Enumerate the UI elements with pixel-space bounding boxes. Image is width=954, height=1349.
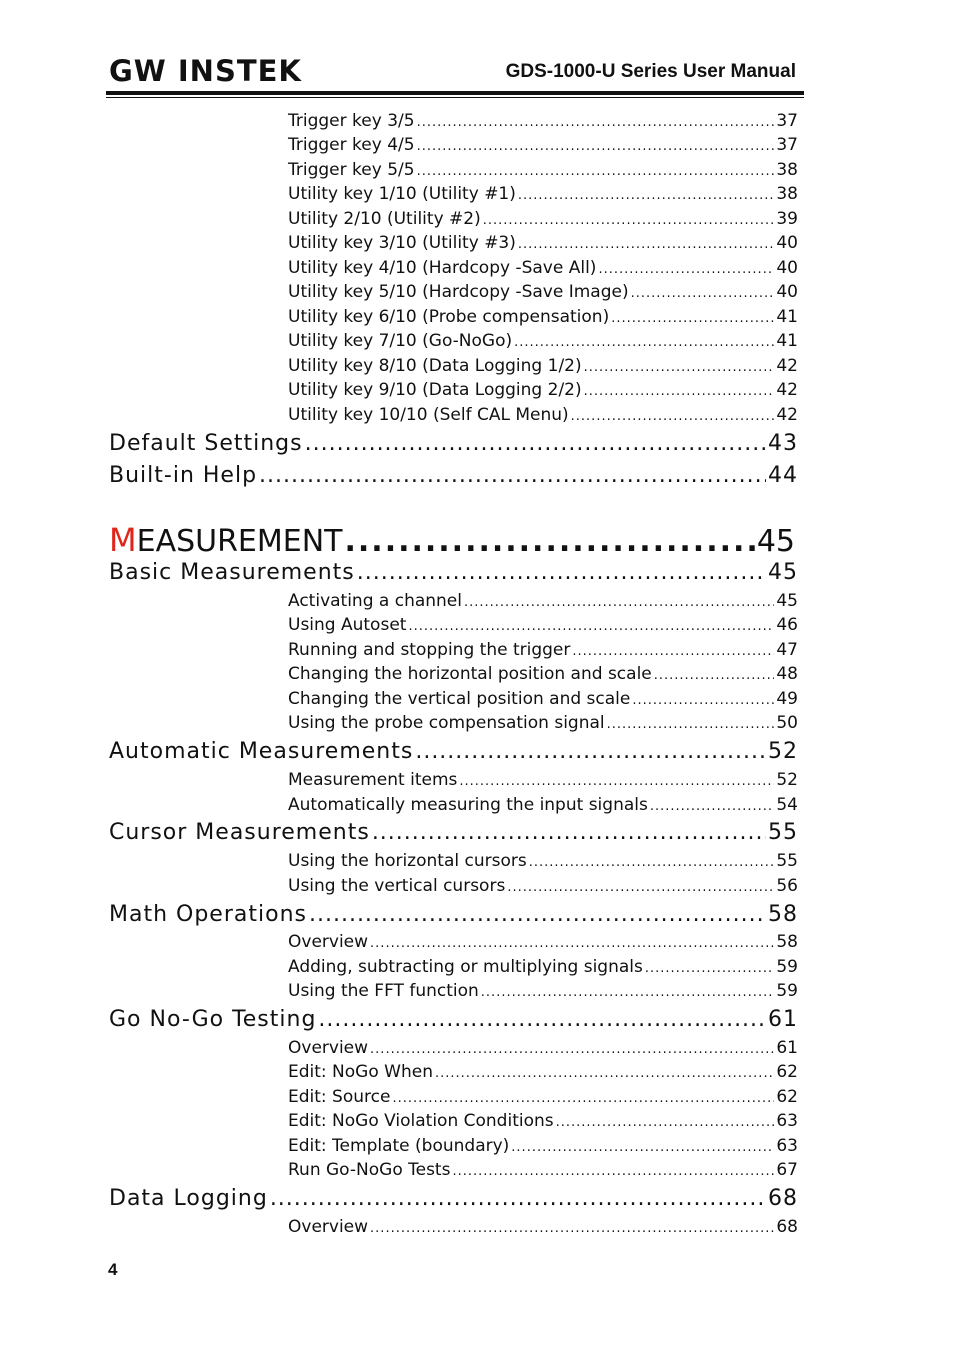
toc-page-number: 52 <box>776 770 798 790</box>
toc-leader-dots <box>417 139 775 154</box>
toc-label: Run Go-NoGo Tests <box>288 1160 451 1180</box>
chapter-title: EASUREMENT <box>136 524 343 559</box>
brand-logo: GW INSTEK <box>109 54 302 88</box>
toc-subentry[interactable] <box>288 770 798 794</box>
toc-subentry[interactable] <box>288 307 798 331</box>
toc-subentry[interactable] <box>288 1038 798 1062</box>
toc-leader-dots <box>417 115 775 130</box>
toc-label: Automatically measuring the input signals <box>288 795 648 815</box>
toc-page-number: 41 <box>776 331 798 351</box>
toc-label: Trigger key 5/5 <box>288 160 415 180</box>
toc-leader-dots <box>345 524 755 559</box>
toc-label: Changing the horizontal position and scale <box>288 664 652 684</box>
toc-leader-dots <box>483 213 775 228</box>
toc-subentry[interactable] <box>288 851 798 875</box>
toc-label: Utility 2/10 (Utility #2) <box>288 209 481 229</box>
toc-label <box>109 521 343 559</box>
toc-page-number: 45 <box>768 560 798 585</box>
toc-section[interactable] <box>109 1186 798 1216</box>
toc-page-number: 40 <box>776 282 798 302</box>
page-number: 4 <box>108 1260 118 1279</box>
toc-subentry[interactable] <box>288 615 798 639</box>
toc-leader-dots <box>584 360 775 375</box>
toc-subentry[interactable] <box>288 1062 798 1086</box>
toc-page-number: 42 <box>776 356 798 376</box>
toc-page-number: 47 <box>776 640 798 660</box>
toc-leader-dots <box>435 1066 774 1081</box>
toc-subentry[interactable] <box>288 209 798 233</box>
toc-leader-dots <box>370 1221 774 1236</box>
toc-page-number: 58 <box>776 932 798 952</box>
toc-subentry[interactable] <box>288 1217 798 1241</box>
header-rule <box>106 91 804 95</box>
toc-section[interactable] <box>109 1007 798 1037</box>
toc-subentry[interactable] <box>288 331 798 355</box>
toc-subentry[interactable] <box>288 640 798 664</box>
toc-leader-dots <box>572 644 774 659</box>
toc-page-number: 59 <box>776 957 798 977</box>
toc-leader-dots <box>309 902 766 927</box>
toc-page-number: 61 <box>768 1007 798 1032</box>
toc-section[interactable] <box>109 902 798 932</box>
toc-label: Edit: Source <box>288 1087 391 1107</box>
toc-leader-dots <box>611 311 774 326</box>
toc-subentry[interactable] <box>288 664 798 688</box>
toc-subentry[interactable] <box>288 1111 798 1135</box>
toc-leader-dots <box>645 961 775 976</box>
toc-leader-dots <box>452 1164 774 1179</box>
toc-leader-dots <box>556 1115 775 1130</box>
toc-label: Utility key 7/10 (Go-NoGo) <box>288 331 513 351</box>
toc-page-number: 37 <box>776 135 798 155</box>
toc-label: Utility key 9/10 (Data Logging 2/2) <box>288 380 582 400</box>
toc-page-number: 55 <box>768 820 798 845</box>
toc-leader-dots <box>357 560 766 585</box>
toc-leader-dots <box>571 409 775 424</box>
toc-subentry[interactable] <box>288 184 798 208</box>
toc-leader-dots <box>650 799 775 814</box>
toc-label: Adding, subtracting or multiplying signals <box>288 957 643 977</box>
toc-leader-dots <box>518 237 774 252</box>
toc-label: Using the vertical cursors <box>288 876 506 896</box>
toc-label: Cursor Measurements <box>109 820 370 845</box>
toc-label: Math Operations <box>109 902 307 927</box>
toc-label: Running and stopping the trigger <box>288 640 571 660</box>
toc-subentry[interactable] <box>288 1136 798 1160</box>
toc-page-number: 58 <box>768 902 798 927</box>
toc-page-number: 38 <box>776 160 798 180</box>
toc-subentry[interactable] <box>288 876 798 900</box>
toc-page-number: 40 <box>776 233 798 253</box>
toc-subentry[interactable] <box>288 282 798 306</box>
toc-label: Overview <box>288 1038 369 1058</box>
toc-subentry[interactable] <box>288 135 798 159</box>
toc-subentry[interactable] <box>288 356 798 380</box>
toc-leader-dots <box>631 286 775 301</box>
toc-subentry[interactable] <box>288 160 798 184</box>
toc-subentry[interactable] <box>288 233 798 257</box>
toc-label: Automatic Measurements <box>109 739 414 764</box>
toc-page-number: 46 <box>776 615 798 635</box>
toc-leader-dots <box>607 717 775 732</box>
toc-section[interactable] <box>109 431 798 461</box>
toc-page-number: 48 <box>776 664 798 684</box>
toc-label: Default Settings <box>109 431 303 456</box>
toc-subentry[interactable] <box>288 981 798 1005</box>
toc-page-number: 49 <box>776 689 798 709</box>
toc-page-number: 55 <box>776 851 798 871</box>
toc-leader-dots <box>654 668 775 683</box>
toc-label: Basic Measurements <box>109 560 355 585</box>
toc-label: Data Logging <box>109 1186 268 1211</box>
chapter-initial: M <box>109 521 137 559</box>
toc-leader-dots <box>507 880 774 895</box>
toc-label: Overview <box>288 1217 369 1237</box>
toc-label: Utility key 1/10 (Utility #1) <box>288 184 516 204</box>
toc-leader-dots <box>392 1091 774 1106</box>
toc-label: Measurement items <box>288 770 458 790</box>
toc-leader-dots <box>514 335 774 350</box>
toc-leader-dots <box>459 774 774 789</box>
toc-label: Edit: NoGo When <box>288 1062 433 1082</box>
toc-leader-dots <box>511 1140 774 1155</box>
toc-label: Activating a channel <box>288 591 462 611</box>
toc-section[interactable] <box>109 463 798 493</box>
toc-leader-dots <box>318 1007 766 1032</box>
toc-leader-dots <box>632 693 774 708</box>
toc-label: Utility key 5/10 (Hardcopy -Save Image) <box>288 282 629 302</box>
toc-section[interactable] <box>109 739 798 769</box>
toc-page-number: 59 <box>776 981 798 1001</box>
toc-subentry[interactable] <box>288 591 798 615</box>
toc-leader-dots <box>598 262 774 277</box>
toc-subentry[interactable] <box>288 111 798 135</box>
toc-page-number: 54 <box>776 795 798 815</box>
toc-label: Utility key 8/10 (Data Logging 1/2) <box>288 356 582 376</box>
toc-leader-dots <box>372 820 766 845</box>
toc-label: Edit: NoGo Violation Conditions <box>288 1111 554 1131</box>
toc-page-number: 38 <box>776 184 798 204</box>
toc-label: Edit: Template (boundary) <box>288 1136 510 1156</box>
toc-leader-dots <box>529 855 775 870</box>
toc-section[interactable] <box>109 560 798 590</box>
toc-page-number: 56 <box>776 876 798 896</box>
toc-subentry[interactable] <box>288 689 798 713</box>
document-title: GDS-1000-U Series User Manual <box>505 61 796 82</box>
toc-page-number: 43 <box>768 431 798 456</box>
toc-page-number: 42 <box>776 405 798 425</box>
toc-page-number: 62 <box>776 1087 798 1107</box>
toc-subentry[interactable] <box>288 957 798 981</box>
toc-leader-dots <box>370 936 774 951</box>
toc-page-number: 42 <box>776 380 798 400</box>
toc-leader-dots <box>408 619 774 634</box>
toc-subentry[interactable] <box>288 380 798 404</box>
toc-page-number: 50 <box>776 713 798 733</box>
toc-page-number: 63 <box>776 1111 798 1131</box>
toc-page-number: 39 <box>776 209 798 229</box>
toc-label: Using the probe compensation signal <box>288 713 605 733</box>
toc-label: Using the FFT function <box>288 981 479 1001</box>
toc-label: Built-in Help <box>109 463 258 488</box>
toc-subentry[interactable] <box>288 932 798 956</box>
toc-label: Trigger key 4/5 <box>288 135 415 155</box>
toc-page-number: 45 <box>776 591 798 611</box>
toc-leader-dots <box>584 384 775 399</box>
toc-page-number: 63 <box>776 1136 798 1156</box>
toc-page-number: 44 <box>768 463 798 488</box>
toc-leader-dots <box>270 1186 766 1211</box>
toc-label: Utility key 4/10 (Hardcopy -Save All) <box>288 258 597 278</box>
toc-page-number: 45 <box>756 524 795 559</box>
toc-leader-dots <box>305 431 766 456</box>
toc-chapter[interactable] <box>109 521 795 561</box>
toc-leader-dots <box>464 595 774 610</box>
toc-page-number: 52 <box>768 739 798 764</box>
toc-page-number: 37 <box>776 111 798 131</box>
toc-leader-dots <box>417 164 775 179</box>
toc-label: Utility key 6/10 (Probe compensation) <box>288 307 610 327</box>
toc-page-number: 68 <box>768 1186 798 1211</box>
toc-page-number: 41 <box>776 307 798 327</box>
toc-subentry[interactable] <box>288 1160 798 1184</box>
toc-page-number: 62 <box>776 1062 798 1082</box>
toc-label: Utility key 10/10 (Self CAL Menu) <box>288 405 569 425</box>
toc-label: Changing the vertical position and scale <box>288 689 631 709</box>
toc-subentry[interactable] <box>288 713 798 737</box>
toc-leader-dots <box>415 739 766 764</box>
toc-page-number: 68 <box>776 1217 798 1237</box>
toc-subentry[interactable] <box>288 405 798 429</box>
toc-leader-dots <box>481 985 775 1000</box>
toc-subentry[interactable] <box>288 795 798 819</box>
toc-section[interactable] <box>109 820 798 850</box>
toc-leader-dots <box>370 1042 774 1057</box>
toc-subentry[interactable] <box>288 258 798 282</box>
toc-label: Trigger key 3/5 <box>288 111 415 131</box>
toc-page-number: 67 <box>776 1160 798 1180</box>
toc-subentry[interactable] <box>288 1087 798 1111</box>
toc-page-number: 61 <box>776 1038 798 1058</box>
toc-label: Using Autoset <box>288 615 407 635</box>
toc-label: Go No-Go Testing <box>109 1007 317 1032</box>
header-rule-thin <box>106 97 804 98</box>
toc-label: Using the horizontal cursors <box>288 851 527 871</box>
toc-label: Overview <box>288 932 369 952</box>
toc-leader-dots <box>518 188 774 203</box>
toc-page-number: 40 <box>776 258 798 278</box>
toc-leader-dots <box>259 463 766 488</box>
toc-label: Utility key 3/10 (Utility #3) <box>288 233 516 253</box>
